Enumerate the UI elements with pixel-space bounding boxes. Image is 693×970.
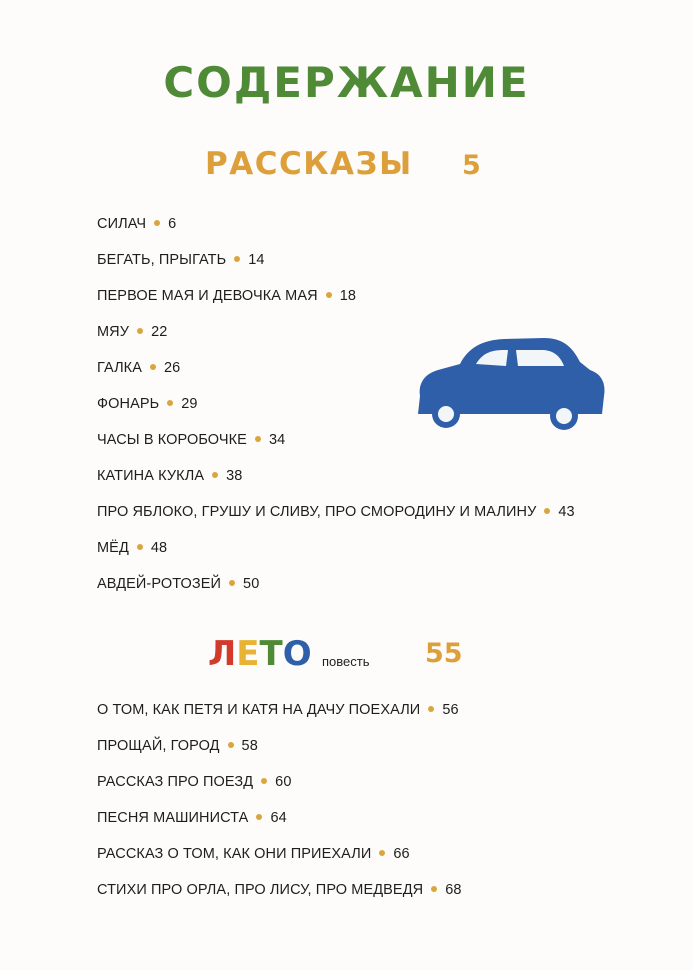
bullet-dot-icon [137,544,143,550]
toc-item[interactable] [97,494,575,530]
toc-item-title: БЕГАТЬ, ПРЫГАТЬ [97,252,227,268]
toc-item-page: 48 [150,540,168,556]
toc-item-page: 29 [181,396,198,412]
toc-item-title: РАССКАЗ ПРО ПОЕЗД [97,774,254,790]
title-letter: Е [236,634,260,674]
toc-item-title: АВДЕЙ-РОТОЗЕЙ [97,576,222,592]
page-title: СОДЕРЖАНИЕ [163,58,530,107]
toc-item[interactable] [97,800,462,836]
toc-item-title: КАТИНА КУКЛА [97,468,205,484]
toc-item[interactable] [97,764,462,800]
toc-item-page: 34 [268,432,286,448]
bullet-dot-icon [229,580,235,586]
bullet-dot-icon [212,472,218,478]
toc-item-page: 58 [241,738,258,754]
toc-item[interactable] [97,836,462,872]
toc-item-title: ПРО ЯБЛОКО, ГРУШУ И СЛИВУ, ПРО СМОРОДИНУ И МАЛИНУ [97,504,537,520]
toc-item-page: 50 [243,576,260,592]
toc-item-title: СТИХИ ПРО ОРЛА, ПРО ЛИСУ, ПРО МЕДВЕДЯ [97,882,424,898]
toc-item[interactable] [97,692,462,728]
bullet-dot-icon [256,814,262,820]
toc-item[interactable] [97,242,575,278]
toc-item[interactable] [97,566,575,602]
section-title-stories: РАССКАЗЫ [205,146,413,182]
bullet-dot-icon [228,742,234,748]
toc-item-page: 38 [226,468,243,484]
bullet-dot-icon [150,364,156,370]
bullet-dot-icon [379,850,385,856]
bullet-dot-icon [326,292,332,298]
toc-item-page: 22 [151,324,168,340]
toc-item-page: 43 [558,504,575,520]
bullet-dot-icon [167,400,173,406]
toc-item-title: ПЕРВОЕ МАЯ И ДЕВОЧКА МАЯ [97,288,318,304]
bullet-dot-icon [431,886,437,892]
toc-item-page: 56 [442,702,459,718]
toc-item-title: РАССКАЗ О ТОМ, КАК ОНИ ПРИЕХАЛИ [97,846,372,862]
title-letter: Л [208,634,237,674]
bullet-dot-icon [154,220,160,226]
toc-item[interactable] [97,206,575,242]
section-page-stories: 5 [462,150,481,181]
toc-item-page: 26 [164,360,181,376]
toc-item-page: 18 [339,288,357,304]
blue-car-icon [412,334,612,434]
toc-item[interactable] [97,530,575,566]
title-letter: О [282,634,312,674]
toc-list-summer [97,692,462,908]
toc-item-title: ПРОЩАЙ, ГОРОД [97,738,220,754]
toc-item-title: О ТОМ, КАК ПЕТЯ И КАТЯ НА ДАЧУ ПОЕХАЛИ [97,702,421,718]
toc-item-page: 14 [248,252,265,268]
bullet-dot-icon [234,256,240,262]
toc-item[interactable] [97,458,575,494]
toc-item-page: 6 [168,216,177,232]
title-letter: Т [259,634,283,674]
toc-item-title: ПЕСНЯ МАШИНИСТА [97,810,249,826]
bullet-dot-icon [137,328,143,334]
toc-item-title: СИЛАЧ [97,216,147,232]
bullet-dot-icon [428,706,434,712]
toc-item[interactable] [97,278,575,314]
bullet-dot-icon [261,778,267,784]
toc-item-page: 66 [393,846,410,862]
toc-item-title: ЧАСЫ В КОРОБОЧКЕ [97,432,247,448]
toc-item-page: 60 [275,774,292,790]
toc-item-title: ФОНАРЬ [97,396,160,412]
toc-item-page: 68 [445,882,462,898]
toc-item-title: МЯУ [97,324,130,340]
toc-item-page: 64 [270,810,287,826]
toc-item[interactable] [97,872,462,908]
bullet-dot-icon [544,508,550,514]
section-page-summer: 55 [425,638,463,669]
toc-item-title: МЁД [97,540,129,556]
bullet-dot-icon [255,436,261,442]
toc-item[interactable] [97,728,462,764]
section-title-summer [208,634,312,674]
section-subtitle: повесть [322,654,370,669]
toc-item-title: ГАЛКА [97,360,143,376]
